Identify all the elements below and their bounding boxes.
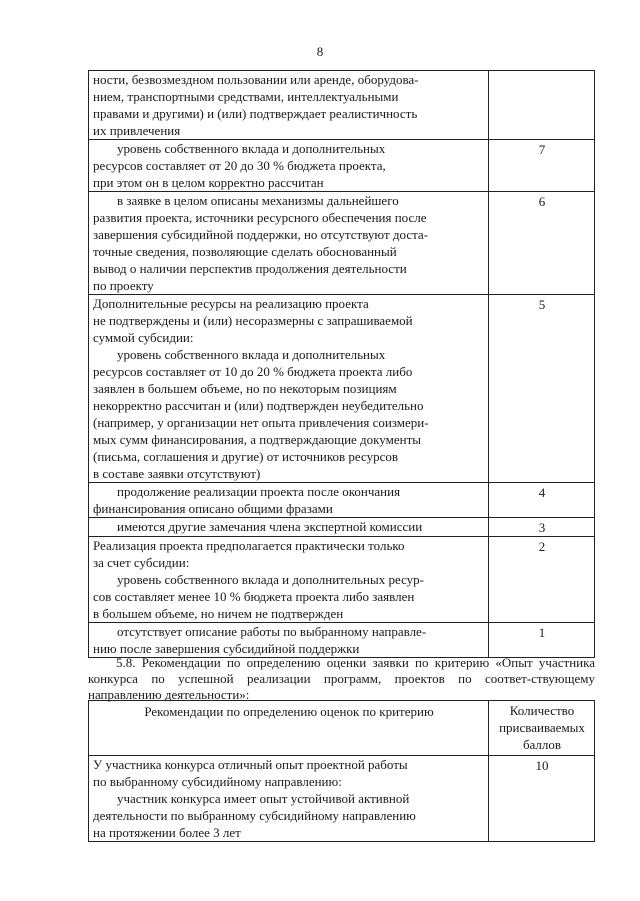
score-cell: 7	[489, 140, 595, 192]
criterion-text: У участника конкурса отличный опыт проектной работы по выбранному субсидийному направлению:	[93, 757, 408, 789]
table-row	[89, 140, 595, 192]
criterion-text: в заявке в целом описаны механизмы дальнейшего развития проекта, источники ресурсного обеспечения после завершения субсидийной поддержки, но отсутствуют доста- точные сведения, позволяющие сделать обоснованный вывод о наличии перспектив продолжения деятельности по проекту	[93, 193, 429, 293]
criterion-text: Дополнительные ресурсы на реализацию проекта не подтверждены и (или) несоразмерны с запрашиваемой суммой субсидии:	[93, 296, 413, 345]
header-points: Количество присваиваемых баллов	[489, 701, 595, 756]
table-row	[89, 756, 595, 842]
score-cell: 2	[489, 537, 595, 623]
table-header-row	[89, 701, 595, 756]
criterion-text: уровень собственного вклада и дополнительных ресурсов составляет от 10 до 20 % бюджета проекта либо заявлен в большем объеме, но по некоторым позициям некорректно рассчитан и (или) подтвержден неубедительно (например, у организации нет опыта привлечения соизмери- мых сумм финансирования, а подтверждающие документы (письма, соглашения и другие) от источников ресурсов в составе заявки отсутствуют)	[93, 347, 429, 481]
criterion-cell	[89, 140, 489, 192]
criterion-text: Реализация проекта предполагается практически только за счет субсидии:	[93, 538, 405, 570]
criterion-text: ности, безвозмездном пользовании или аренде, оборудова- нием, транспортными средствами, интеллектуальными правами и другими) и (или) подтверждает реалистичность их привлечения	[93, 72, 419, 138]
score-cell: 5	[489, 295, 595, 483]
score-cell: 3	[489, 518, 595, 537]
score-cell: 4	[489, 483, 595, 518]
criterion-cell	[89, 295, 489, 483]
table-row	[89, 518, 595, 537]
table-row	[89, 537, 595, 623]
table-row	[89, 192, 595, 295]
criterion-cell	[89, 537, 489, 623]
criterion-cell	[89, 483, 489, 518]
score-cell	[489, 71, 595, 140]
table-row	[89, 71, 595, 140]
criteria-table-2	[88, 700, 595, 842]
criteria-table-1	[88, 70, 595, 658]
criterion-text: уровень собственного вклада и дополнительных ресурсов составляет от 20 до 30 % бюджета проекта, при этом он в целом корректно рассчитан	[93, 141, 386, 190]
criterion-cell	[89, 623, 489, 658]
table-row	[89, 623, 595, 658]
score-cell: 6	[489, 192, 595, 295]
section-5-8-paragraph: 5.8. Рекомендации по определению оценки заявки по критерию «Опыт участника конкурса по успешной реализации программ, проектов по соответ-ствующему направлению деятельности»:	[88, 655, 595, 702]
criterion-text: уровень собственного вклада и дополнительных ресур- сов составляет менее 10 % бюджета проекта либо заявлен в большем объеме, но ничем не подтвержден	[93, 572, 424, 621]
criterion-text: отсутствует описание работы по выбранному направле- нию после завершения субсидийной поддержки	[93, 624, 427, 656]
criterion-cell	[89, 518, 489, 537]
criterion-text: имеются другие замечания члена экспертной комиссии	[117, 519, 423, 534]
criterion-text: продолжение реализации проекта после окончания финансирования описано общими фразами	[93, 484, 401, 516]
criterion-cell	[89, 756, 489, 842]
criterion-cell	[89, 192, 489, 295]
criterion-text: участник конкурса имеет опыт устойчивой активной деятельности по выбранному субсидийному направлению на протяжении более 3 лет	[93, 791, 416, 840]
score-cell: 1	[489, 623, 595, 658]
header-recommendations: Рекомендации по определению оценок по критерию	[89, 701, 489, 756]
score-cell: 10	[489, 756, 595, 842]
criterion-cell	[89, 71, 489, 140]
table-row	[89, 483, 595, 518]
table-row	[89, 295, 595, 483]
page-number: 8	[316, 44, 324, 59]
